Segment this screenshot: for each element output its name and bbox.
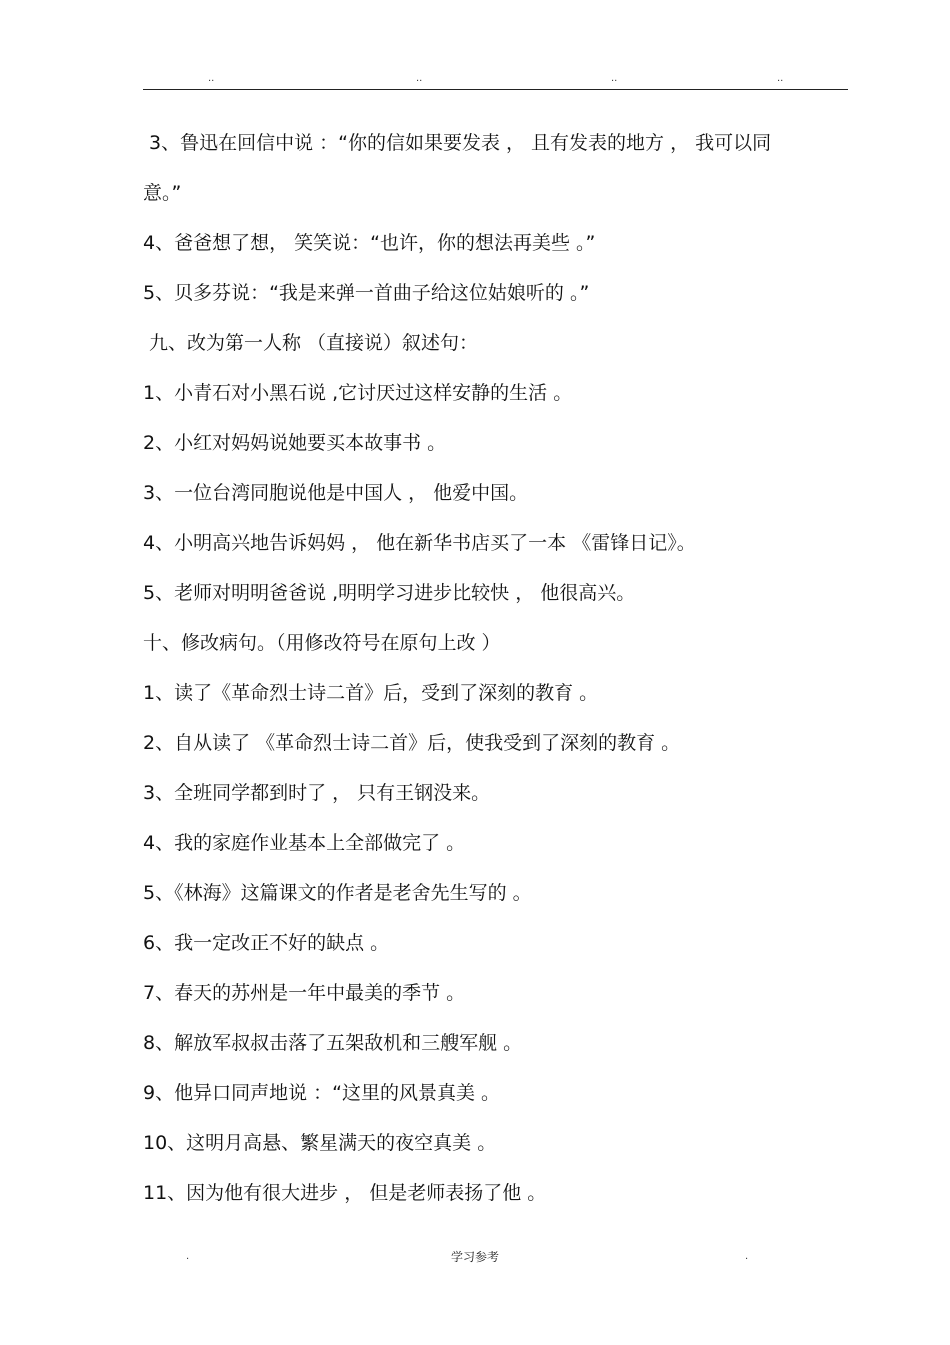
text-line: 1、读了《革命烈士诗二首》后，受到了深刻的教育 。	[143, 682, 599, 704]
document-body	[143, 118, 848, 1218]
text-line: 1、小青石对小黑石说 ,它讨厌过这样安静的生活 。	[143, 382, 573, 404]
text-line: 2、小红对妈妈说她要买本故事书 。	[143, 432, 447, 454]
header-mark: ..	[611, 73, 618, 84]
section-heading: 九、改为第一人称 （直接说）叙述句：	[149, 332, 479, 354]
text-line: 7、春天的苏州是一年中最美的季节 。	[143, 982, 466, 1004]
text-line: 6、我一定改正不好的缺点 。	[143, 932, 390, 954]
header-mark: ..	[777, 73, 784, 84]
page-header	[0, 72, 950, 86]
header-mark: ..	[208, 73, 215, 84]
text-line: 5、老师对明明爸爸说 ,明明学习进步比较快 ， 他很高兴。	[143, 582, 636, 604]
text-line: 4、我的家庭作业基本上全部做完了 。	[143, 832, 466, 854]
text-line: 3、鲁迅在回信中说 ：“你的信如果要发表 ， 且有发表的地方 ， 我可以同	[149, 132, 772, 154]
text-line: 8、解放军叔叔击落了五架敌机和三艘军舰 。	[143, 1032, 523, 1054]
text-line: 4、爸爸想了想， 笑笑说：“也许，你的想法再美些 。”	[143, 232, 596, 254]
text-line: 意。”	[143, 182, 182, 204]
text-line: 10、这明月高悬、繁星满天的夜空真美 。	[143, 1132, 497, 1154]
text-line: 11、因为他有很大进步 ， 但是老师表扬了他 。	[143, 1182, 547, 1204]
header-mark: ..	[416, 73, 423, 84]
text-line: 9、他异口同声地说 ：“这里的风景真美 。	[143, 1082, 501, 1104]
text-line: 5、贝多芬说：“我是来弹一首曲子给这位姑娘听的 。”	[143, 282, 590, 304]
text-line: 4、小明高兴地告诉妈妈 ， 他在新华书店买了一本 《雷锋日记》。	[143, 532, 696, 554]
text-line: 3、一位台湾同胞说他是中国人 ， 他爱中国。	[143, 482, 529, 504]
header-rule	[143, 89, 848, 90]
page-footer: 学习参考	[450, 1250, 499, 1264]
text-line: 5、《林海》这篇课文的作者是老舍先生写的 。	[143, 882, 532, 904]
section-heading: 十、修改病句。（用修改符号在原句上改 ）	[143, 632, 501, 654]
text-line: 3、全班同学都到时了 ， 只有王钢没来。	[143, 782, 491, 804]
footer-mark: .	[186, 1251, 190, 1262]
footer-mark: .	[745, 1251, 749, 1262]
text-line: 2、自从读了 《革命烈士诗二首》后，使我受到了深刻的教育 。	[143, 732, 681, 754]
